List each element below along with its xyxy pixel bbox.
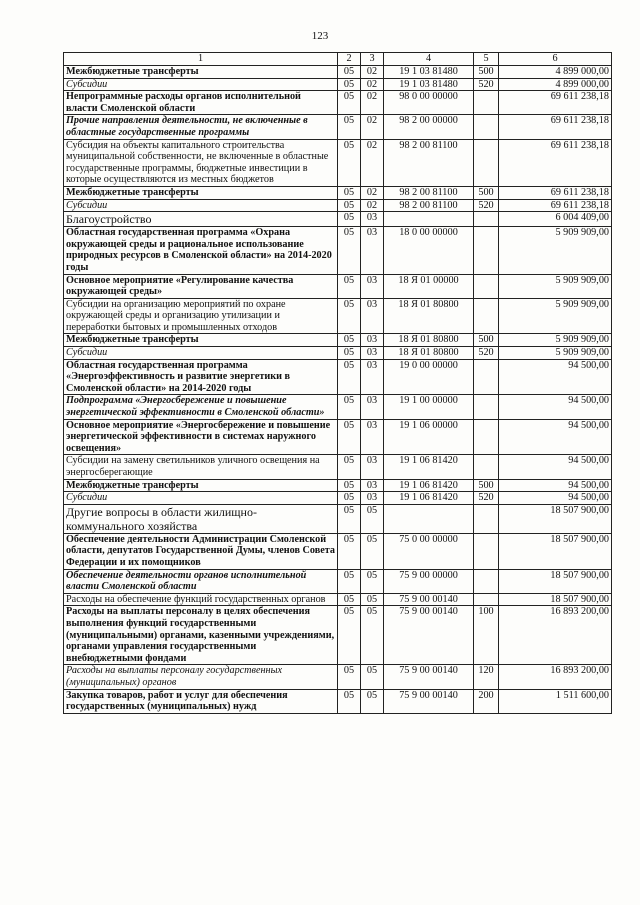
subsection-code: 03 [361,347,384,360]
subsection-code: 05 [361,689,384,713]
target-code: 75 9 00 00140 [384,593,474,606]
expense-type-code [474,91,499,115]
subsection-code: 03 [361,359,384,395]
amount: 94 500,00 [499,479,612,492]
amount: 16 893 200,00 [499,665,612,689]
amount: 18 507 900,00 [499,593,612,606]
target-code: 19 1 06 00000 [384,419,474,455]
subsection-code: 05 [361,569,384,593]
expense-type-code: 100 [474,606,499,665]
target-code: 19 0 00 00000 [384,359,474,395]
subsection-code: 02 [361,78,384,91]
section-code: 05 [338,665,361,689]
amount: 18 507 900,00 [499,504,612,533]
col-header-target-code: 4 [384,53,474,66]
amount: 69 611 238,18 [499,186,612,199]
expense-type-code: 520 [474,78,499,91]
table-row [64,419,612,455]
expense-type-code [474,274,499,298]
page-number: 123 [311,30,329,42]
amount: 18 507 900,00 [499,569,612,593]
table-row [64,347,612,360]
col-header-subsection: 3 [361,53,384,66]
table-row [64,395,612,419]
section-code: 05 [338,606,361,665]
section-code: 05 [338,347,361,360]
budget-table [63,52,612,714]
row-name: Прочие направления деятельности, не включенные в областные государственные программы [64,115,338,139]
row-name: Межбюджетные трансферты [64,479,338,492]
table-row [64,274,612,298]
target-code [384,504,474,533]
row-name: Субсидии [64,492,338,505]
section-code: 05 [338,359,361,395]
section-code: 05 [338,395,361,419]
row-name: Межбюджетные трансферты [64,186,338,199]
section-code: 05 [338,212,361,227]
subsection-code: 03 [361,298,384,334]
subsection-code: 03 [361,419,384,455]
amount: 94 500,00 [499,455,612,479]
row-name: Обеспечение деятельности органов исполнительной власти Смоленской области [64,569,338,593]
subsection-code: 03 [361,227,384,274]
row-name: Обеспечение деятельности Администрации Смоленской области, депутатов Государственной Думы, членов Совета Федерации и их помощников [64,533,338,569]
amount: 5 909 909,00 [499,227,612,274]
amount: 5 909 909,00 [499,347,612,360]
table-row [64,606,612,665]
subsection-code: 03 [361,395,384,419]
amount: 69 611 238,18 [499,115,612,139]
subsection-code: 05 [361,606,384,665]
row-name: Субсидии [64,78,338,91]
table-row [64,78,612,91]
table-row [64,665,612,689]
amount: 5 909 909,00 [499,334,612,347]
amount: 18 507 900,00 [499,533,612,569]
expense-type-code [474,115,499,139]
table-row [64,569,612,593]
row-name: Субсидии на организацию мероприятий по охране окружающей среды и организацию утилизации и переработки бытовых и промышленных отходов [64,298,338,334]
table-row [64,227,612,274]
section-code: 05 [338,298,361,334]
row-name: Расходы на обеспечение функций государственных органов [64,593,338,606]
section-code: 05 [338,455,361,479]
expense-type-code: 500 [474,186,499,199]
row-name: Областная государственная программа «Энергоэффективность и развитие энергетики в Смоленской области» на 2014-2020 годы [64,359,338,395]
section-code: 05 [338,492,361,505]
table-row [64,479,612,492]
amount: 94 500,00 [499,492,612,505]
section-code: 05 [338,689,361,713]
target-code: 19 1 06 81420 [384,492,474,505]
section-code: 05 [338,199,361,212]
section-code: 05 [338,593,361,606]
subsection-code: 02 [361,66,384,79]
target-code: 75 9 00 00140 [384,606,474,665]
table-row [64,139,612,186]
target-code: 19 1 06 81420 [384,479,474,492]
target-code: 18 Я 01 80800 [384,298,474,334]
expense-type-code: 500 [474,479,499,492]
table-row [64,66,612,79]
expense-type-code: 200 [474,689,499,713]
section-code: 05 [338,139,361,186]
target-code: 98 2 00 00000 [384,115,474,139]
subsection-code: 03 [361,492,384,505]
row-name: Субсидии [64,347,338,360]
subsection-code: 02 [361,199,384,212]
section-code: 05 [338,186,361,199]
subsection-code: 03 [361,334,384,347]
amount: 5 909 909,00 [499,298,612,334]
row-name: Расходы на выплаты персоналу в целях обеспечения выполнения функций государственными (муниципальными) органами, казенными учреждениями, органами управления государственными внебюджетными фондами [64,606,338,665]
section-code: 05 [338,533,361,569]
expense-type-code: 520 [474,492,499,505]
expense-type-code: 520 [474,347,499,360]
amount: 69 611 238,18 [499,139,612,186]
target-code: 19 1 03 81480 [384,78,474,91]
row-name: Основное мероприятие «Энергосбережение и повышение энергетической эффективности в системах наружного освещения» [64,419,338,455]
target-code: 98 2 00 81100 [384,186,474,199]
row-name: Расходы на выплаты персоналу государственных (муниципальных) органов [64,665,338,689]
target-code: 75 9 00 00140 [384,689,474,713]
row-name: Межбюджетные трансферты [64,66,338,79]
subsection-code: 03 [361,455,384,479]
expense-type-code [474,298,499,334]
expense-type-code: 120 [474,665,499,689]
expense-type-code: 500 [474,66,499,79]
amount: 6 004 409,00 [499,212,612,227]
row-name: Областная государственная программа «Охрана окружающей среды и рациональное использование природных ресурсов в Смоленской области» на 2014-2020 годы [64,227,338,274]
expense-type-code [474,593,499,606]
subsection-code: 05 [361,504,384,533]
row-name: Благоустройство [64,212,338,227]
table-row [64,492,612,505]
section-code: 05 [338,504,361,533]
target-code: 75 0 00 00000 [384,533,474,569]
table-row [64,359,612,395]
target-code: 98 0 00 00000 [384,91,474,115]
expense-type-code [474,359,499,395]
col-header-amount: 6 [499,53,612,66]
section-code: 05 [338,479,361,492]
section-code: 05 [338,66,361,79]
target-code: 98 2 00 81100 [384,139,474,186]
amount: 4 899 000,00 [499,66,612,79]
amount: 4 899 000,00 [499,78,612,91]
expense-type-code [474,419,499,455]
expense-type-code [474,139,499,186]
expense-type-code [474,227,499,274]
amount: 16 893 200,00 [499,606,612,665]
row-name: Основное мероприятие «Регулирование качества окружающей среды» [64,274,338,298]
amount: 69 611 238,18 [499,199,612,212]
expense-type-code [474,569,499,593]
amount: 94 500,00 [499,419,612,455]
expense-type-code: 520 [474,199,499,212]
target-code [384,212,474,227]
subsection-code: 02 [361,115,384,139]
section-code: 05 [338,569,361,593]
table-row [64,91,612,115]
expense-type-code [474,504,499,533]
table-row [64,115,612,139]
col-header-name: 1 [64,53,338,66]
subsection-code: 05 [361,533,384,569]
target-code: 18 Я 01 80800 [384,347,474,360]
row-name: Подпрограмма «Энергосбережение и повышение энергетической эффективности в Смоленской области» [64,395,338,419]
amount: 1 511 600,00 [499,689,612,713]
subsection-code: 02 [361,186,384,199]
table-row [64,334,612,347]
expense-type-code [474,533,499,569]
section-code: 05 [338,334,361,347]
row-name: Межбюджетные трансферты [64,334,338,347]
table-row [64,186,612,199]
subsection-code: 05 [361,593,384,606]
section-code: 05 [338,91,361,115]
subsection-code: 03 [361,479,384,492]
target-code: 18 Я 01 00000 [384,274,474,298]
row-name: Субсидии на замену светильников уличного освещения на энергосберегающие [64,455,338,479]
target-code: 18 Я 01 80800 [384,334,474,347]
header-row [64,53,612,66]
col-header-expense-type: 5 [474,53,499,66]
col-header-section: 2 [338,53,361,66]
section-code: 05 [338,419,361,455]
expense-type-code [474,395,499,419]
amount: 5 909 909,00 [499,274,612,298]
subsection-code: 05 [361,665,384,689]
expense-type-code: 500 [474,334,499,347]
table-row [64,533,612,569]
row-name: Непрограммные расходы органов исполнительной власти Смоленской области [64,91,338,115]
amount: 94 500,00 [499,395,612,419]
table-row [64,298,612,334]
section-code: 05 [338,227,361,274]
row-name: Закупка товаров, работ и услуг для обеспечения государственных (муниципальных) нужд [64,689,338,713]
subsection-code: 03 [361,274,384,298]
row-name: Другие вопросы в области жилищно-коммунального хозяйства [64,504,338,533]
target-code: 75 9 00 00000 [384,569,474,593]
subsection-code: 02 [361,139,384,186]
target-code: 19 1 00 00000 [384,395,474,419]
table-row [64,199,612,212]
table-row [64,212,612,227]
row-name: Субсидия на объекты капитального строительства муниципальной собственности, не включенные в областные государственные программы, бюджетные инвестиции в которые осуществляются из местных бюджетов [64,139,338,186]
subsection-code: 02 [361,91,384,115]
section-code: 05 [338,115,361,139]
table-row [64,455,612,479]
amount: 69 611 238,18 [499,91,612,115]
amount: 94 500,00 [499,359,612,395]
table-row [64,689,612,713]
section-code: 05 [338,78,361,91]
target-code: 75 9 00 00140 [384,665,474,689]
target-code: 19 1 06 81420 [384,455,474,479]
target-code: 18 0 00 00000 [384,227,474,274]
table-row [64,504,612,533]
subsection-code: 03 [361,212,384,227]
table-row [64,593,612,606]
target-code: 19 1 03 81480 [384,66,474,79]
expense-type-code [474,455,499,479]
row-name: Субсидии [64,199,338,212]
expense-type-code [474,212,499,227]
target-code: 98 2 00 81100 [384,199,474,212]
section-code: 05 [338,274,361,298]
